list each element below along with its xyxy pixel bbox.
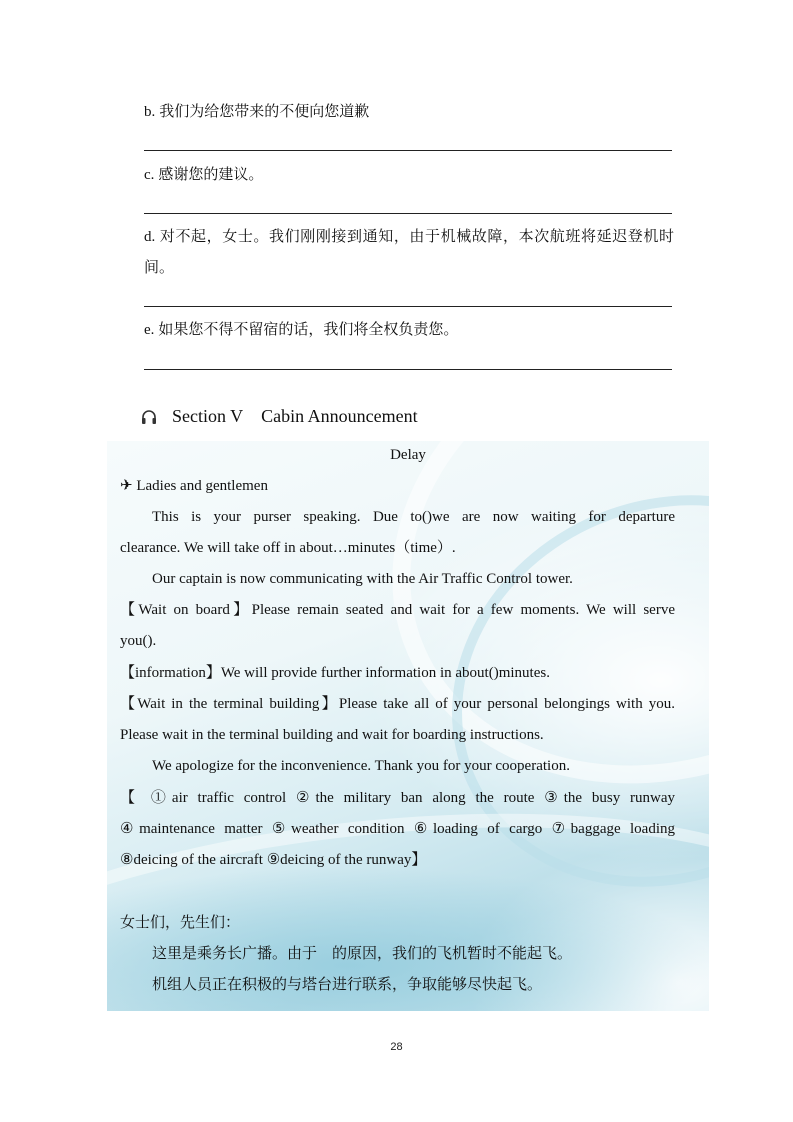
page-number: 28 — [390, 1041, 403, 1053]
exercise-b-text: 我们为给您带来的不便向您道歉 — [159, 102, 370, 120]
exercise-e-text: 如果您不得不留宿的话，我们将全权负责您。 — [158, 320, 459, 338]
exercise-e — [144, 314, 458, 345]
exercise-d-label: d. — [144, 229, 156, 245]
exercise-b — [144, 96, 369, 127]
p1-line1: This is your purser speaking. Due to()we are now waiting for departure — [152, 509, 675, 525]
answer-line-c — [144, 213, 672, 214]
p5-line2: Please wait in the terminal building and wait for boarding instructions. — [120, 727, 544, 743]
answer-line-e — [144, 369, 672, 370]
answer-line-b — [144, 150, 672, 151]
p3-line1: 【Wait on board】Please remain seated and wait for a few moments. We will serve — [120, 602, 675, 618]
section-heading — [140, 406, 418, 427]
p3-line2: you(). — [120, 633, 157, 649]
exercise-d-text: 对不起，女士。我们刚刚接到通知，由于机械故障，本次航班将延迟登机时间。 — [144, 227, 674, 276]
p1-line2: clearance. We will take off in about…minutes（time）. — [120, 540, 456, 556]
options-line3: ⑧deicing of the aircraft ⑨deicing of the runway】 — [120, 852, 427, 868]
p2: Our captain is now communicating with the Air Traffic Control tower. — [152, 571, 573, 587]
announcement-panel — [107, 441, 709, 1011]
exercise-c-label: c. — [144, 167, 155, 183]
answer-line-d — [144, 306, 672, 307]
exercise-c-text: 感谢您的建议。 — [158, 165, 264, 183]
greeting-line — [120, 471, 268, 502]
section-number: Section V — [172, 406, 244, 426]
options-line1: 【 ①air traffic control ②the military ban along the route ③the busy runway — [120, 790, 675, 806]
exercise-c — [144, 159, 263, 190]
headphones-icon — [140, 408, 158, 426]
zh-p1: 这里是乘务长广播。由于 的原因，我们的飞机暂时不能起飞。 — [152, 944, 573, 962]
section-title: Cabin Announcement — [261, 406, 418, 426]
announcement-heading: Delay — [390, 447, 426, 463]
p5-line1: 【Wait in the terminal building】Please take all of your personal belongings with you. — [120, 696, 675, 712]
options-line2: ④maintenance matter ⑤weather condition ⑥loading of cargo ⑦baggage loading — [120, 821, 675, 837]
exercise-b-label: b. — [144, 104, 156, 120]
p6: We apologize for the inconvenience. Thank you for your cooperation. — [152, 758, 570, 774]
greeting-text: Ladies and gentlemen — [136, 478, 268, 494]
p4: 【information】We will provide further information in about()minutes. — [120, 665, 550, 681]
zh-greeting: 女士们，先生们： — [120, 913, 241, 931]
zh-p2: 机组人员正在积极的与塔台进行联系，争取能够尽快起飞。 — [152, 975, 543, 993]
airplane-icon: ✈ — [120, 478, 133, 494]
exercise-d — [144, 221, 674, 282]
exercise-e-label: e. — [144, 322, 155, 338]
